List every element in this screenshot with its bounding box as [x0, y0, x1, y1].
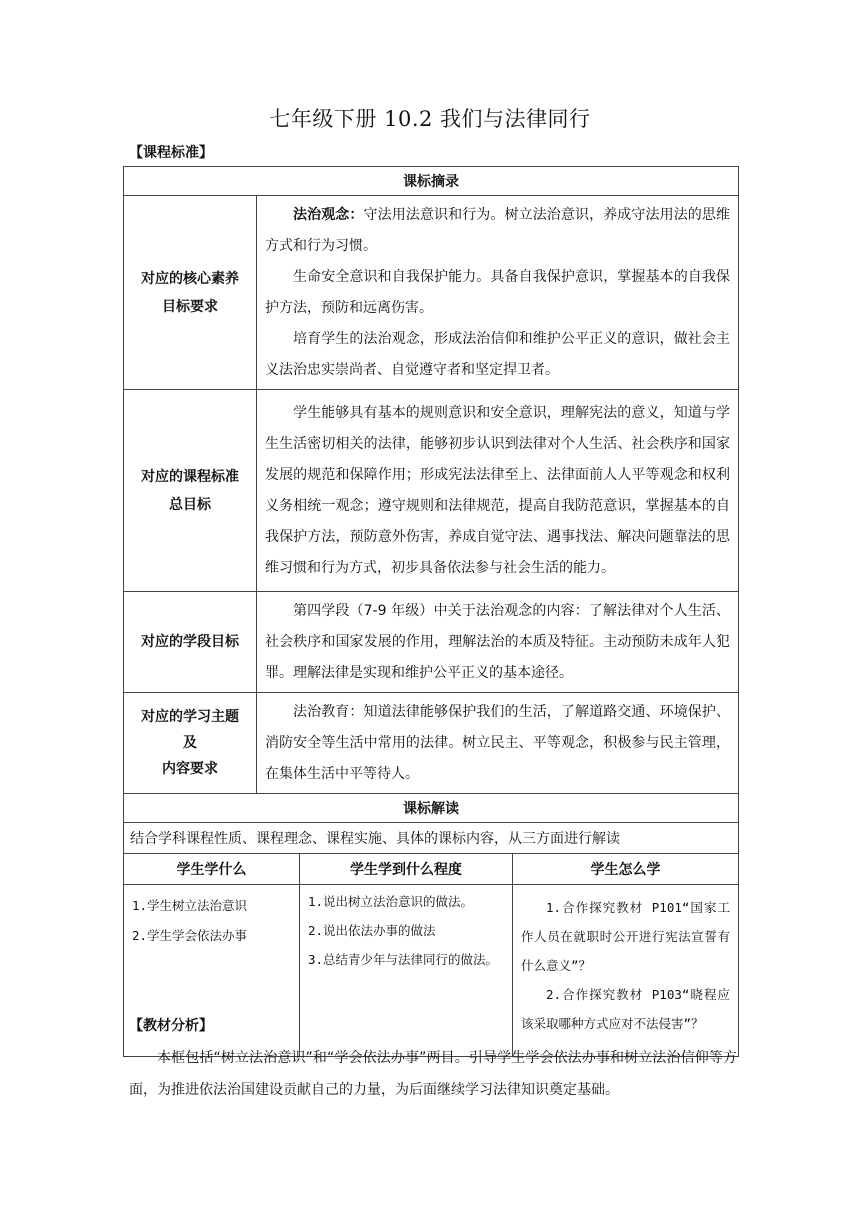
- paragraph: 第四学段（7-9 年级）中关于法治观念的内容：了解法律对个人生活、社会秩序和国家发展的作用，理解法治的本质及特征。主动预防未成年人犯罪。理解法律是实现和维护公平正义的基本途径。: [265, 603, 730, 681]
- table-row: [124, 390, 739, 592]
- list-item: 1.合作探究教材 P101“国家工作人员在就职时公开进行宪法宣誓有什么意义”？: [521, 900, 730, 973]
- list-item: 1.学生树立法治意识: [132, 898, 248, 913]
- paragraph: 法治观念：守法用法意识和行为。树立法治意识，养成守法用法的思维方式和行为习惯。: [265, 207, 730, 254]
- row-content-learning-theme: [257, 693, 739, 794]
- list-item: 1.说出树立法治意识的做法。: [308, 894, 474, 909]
- list-item: 2.学生学会依法办事: [132, 928, 248, 943]
- list-item: 2.合作探究教材 P103“晓程应该采取哪种方式应对不法侵害”？: [521, 987, 730, 1031]
- row-content-core-literacy: [257, 196, 739, 390]
- row-label-learning-theme: 对应的学习主题 及 内容要求: [124, 693, 257, 794]
- paragraph: 培育学生的法治观念，形成法治信仰和维护公平正义的意识，做社会主义法治忠实崇尚者、自觉遵守者和坚定捍卫者。: [265, 331, 730, 378]
- row-label-core-literacy: 对应的核心素养 目标要求: [124, 196, 257, 390]
- section-label-course-standard: 【课程标准】: [129, 145, 213, 161]
- paragraph: 生命安全意识和自我保护能力。具备自我保护意识，掌握基本的自我保护方法，预防和远离伤害。: [265, 269, 730, 316]
- analysis-paragraph: 本框包括“树立法治意识”和“学会依法办事”两目。引导学生学会依法办事和树立法治信仰等方面，为推进依法治国建设贡献自己的力量，为后面继续学习法律知识奠定基础。: [129, 1050, 737, 1098]
- page-title: 七年级下册 10.2 我们与法律同行: [269, 107, 591, 131]
- paragraph: 学生能够具有基本的规则意识和安全意识，理解宪法的意义，知道与学生生活密切相关的法律，能够初步认识到法律对个人生活、社会秩序和国家发展的规范和保障作用；形成宪法法律至上、法律面前人人平等观念和权利义务相统一观念；遵守规则和法律规范，提高自我防范意识，掌握基本的自我保护方法，预防意外伤害，养成自觉守法、遇事找法、解决问题靠法的思维习惯和行为方式，初步具备依法参与社会生活的能力。: [265, 405, 730, 576]
- list-item: 2.说出依法办事的做法: [308, 923, 436, 938]
- row-content-stage-goals: [257, 592, 739, 693]
- column-header-what: 学生学什么: [124, 854, 300, 885]
- cell-degree: [300, 885, 513, 1057]
- table-row: [124, 592, 739, 693]
- list-item: 3.总结青少年与法律同行的做法。: [308, 952, 499, 967]
- interpretation-intro: 结合学科课程性质、课程理念、课程实施、具体的课标内容，从三方面进行解读: [124, 823, 739, 854]
- row-content-overall-goals: [257, 390, 739, 592]
- table-row: [124, 693, 739, 794]
- section-label-textbook-analysis: 【教材分析】: [129, 1018, 213, 1034]
- paragraph: 法治教育：知道法律能够保护我们的生活，了解道路交通、环境保护、消防安全等生活中常用的法律。树立民主、平等观念，积极参与民主管理，在集体生活中平等待人。: [265, 704, 730, 782]
- interpretation-header: 课标解读: [124, 794, 739, 823]
- cell-how: [513, 885, 739, 1057]
- table-row: [124, 196, 739, 390]
- row-label-overall-goals: 对应的课程标准 总目标: [124, 390, 257, 592]
- column-header-how: 学生怎么学: [513, 854, 739, 885]
- excerpt-header: 课标摘录: [124, 167, 739, 196]
- row-label-stage-goals: 对应的学段目标: [124, 592, 257, 693]
- course-standard-table: [123, 166, 739, 1057]
- column-header-degree: 学生学到什么程度: [300, 854, 513, 885]
- table-row: [124, 885, 739, 1057]
